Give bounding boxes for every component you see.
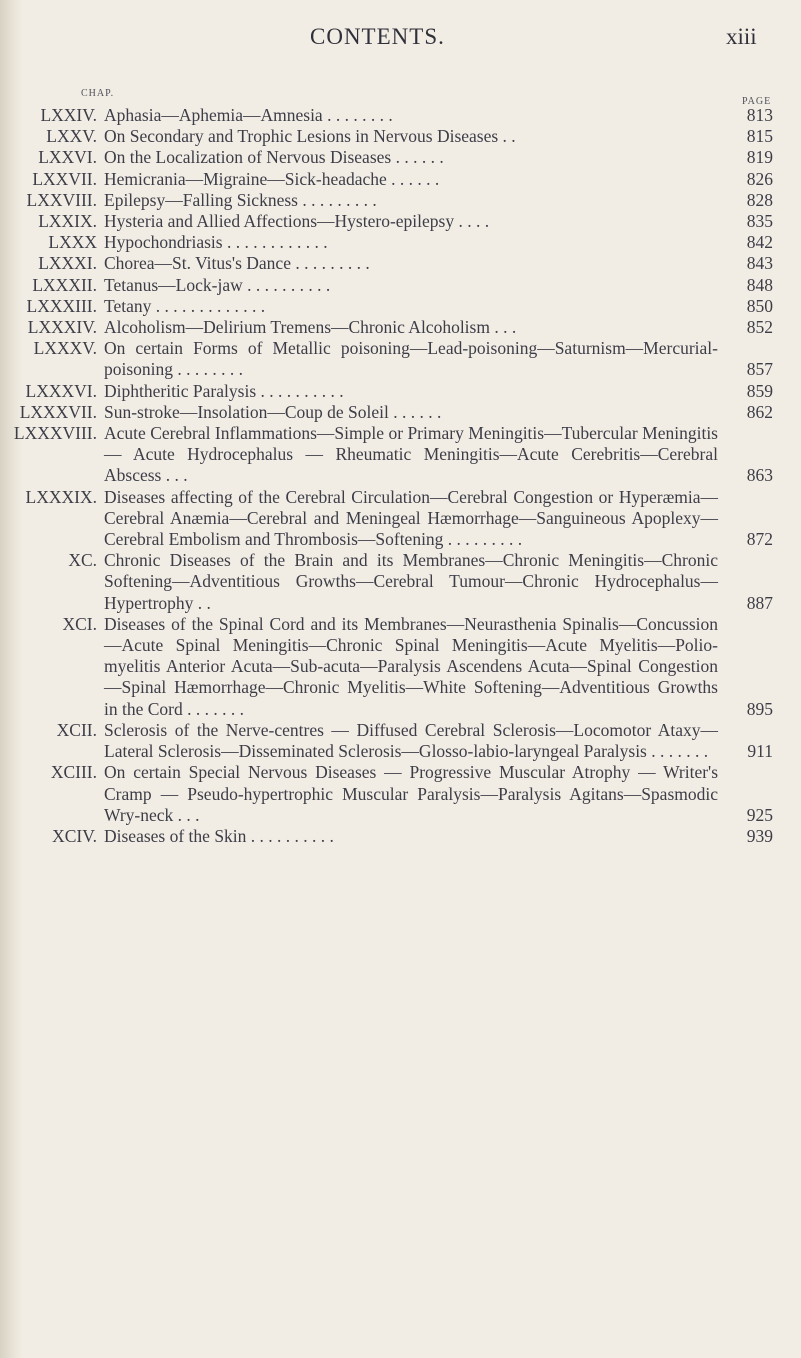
chapter-number: LXXIX. — [38, 211, 97, 232]
page-ref: 887 — [746, 592, 773, 613]
page-ref: 828 — [746, 189, 773, 210]
chapter-title: Epilepsy—Falling Sickness . . . . . . . . . — [104, 189, 377, 210]
chapter-title: Aphasia—Aphemia—Amnesia . . . . . . . . — [104, 105, 393, 125]
page-title: CONTENTS. — [310, 24, 445, 49]
chapter-title: On the Localization of Nervous Diseases . . . . . . — [104, 147, 444, 168]
chapter-number: XCIII. — [50, 762, 97, 783]
page-ref: 863 — [746, 465, 773, 486]
chapter-title: Diseases affecting of the Cerebral Circulation—Cerebral Congestion or Hyperæmia—Cerebral Anæmia—Cerebral and Meningeal Hæmorrhage—Sanguineous Apoplexy—Cerebral Embolism and Thrombosis—Softening . . . . . . . . . — [104, 486, 718, 550]
toc-entry — [0, 317, 801, 338]
toc-entry — [0, 296, 801, 317]
chapter-number: XCIV. — [52, 825, 97, 846]
chapter-number: LXXXIV. — [27, 317, 97, 338]
table-of-contents — [0, 105, 801, 847]
page-header — [0, 18, 801, 58]
page-ref: 859 — [746, 380, 773, 401]
chapter-number: XCI. — [62, 613, 97, 634]
chapter-title: Diseases of the Spinal Cord and its Membranes—Neurasthenia Spinalis—Concussion—Acute Spinal Meningitis—Chronic Spinal Meningitis—Acute Myelitis—Polio-myelitis Anterior Acuta—Sub-acuta—Paralysis Ascendens Acuta—Spinal Congestion—Spinal Hæmorrhage—Chronic Myelitis—White Softening—Adventitious Growths in the Cord . . . . . . . — [104, 613, 718, 719]
chapter-title: Chorea—St. Vitus's Dance . . . . . . . . . — [104, 253, 370, 274]
toc-entry — [0, 147, 801, 168]
chapter-title: Tetany . . . . . . . . . . . . . — [104, 295, 266, 316]
toc-entry — [0, 762, 801, 826]
toc-entry — [0, 614, 801, 720]
page-ref: 813 — [746, 105, 773, 125]
toc-entry — [0, 211, 801, 232]
chapter-title: On certain Special Nervous Diseases — Progressive Muscular Atrophy — Writer's Cramp — Pseudo-hypertrophic Muscular Paralysis—Paralysis Agitans—Spasmodic Wry-neck . . . — [104, 762, 718, 825]
toc-entry — [0, 338, 801, 380]
page-ref: 815 — [746, 126, 773, 147]
chapter-number: LXXXI. — [38, 253, 97, 274]
chapter-number: LXXX — [48, 232, 97, 253]
chapter-title: On Secondary and Trophic Lesions in Nervous Diseases . . — [104, 126, 516, 147]
toc-entry — [0, 487, 801, 551]
chap-label: CHAP. — [81, 88, 115, 99]
toc-entry — [0, 720, 801, 762]
chapter-number: LXXVIII. — [26, 189, 97, 210]
toc-entry — [0, 190, 801, 211]
chapter-title: Diseases of the Skin . . . . . . . . . . — [104, 825, 334, 846]
page-number: xiii — [726, 24, 757, 49]
toc-entry — [0, 253, 801, 274]
chapter-title: Sun-stroke—Insolation—Coup de Soleil . . . . . . — [104, 401, 442, 422]
chapter-number: XC. — [68, 550, 97, 571]
chapter-title: On certain Forms of Metallic poisoning—Lead-poisoning—Saturnism—Mercurial-poisoning . . . . . . . . — [104, 338, 718, 380]
chapter-number: LXXIV. — [40, 105, 97, 125]
chapter-title: Alcoholism—Delirium Tremens—Chronic Alcoholism . . . — [104, 317, 517, 338]
chapter-title: Diphtheritic Paralysis . . . . . . . . . . — [104, 380, 344, 401]
page-ref: 835 — [746, 211, 773, 232]
page-ref: 843 — [746, 253, 773, 274]
page-ref: 895 — [746, 698, 773, 719]
page-ref: 850 — [746, 295, 773, 316]
page-ref: 857 — [746, 359, 773, 380]
toc-entry — [0, 275, 801, 296]
page-ref: 939 — [746, 825, 773, 846]
column-labels — [0, 88, 801, 107]
page-ref: 842 — [746, 232, 773, 253]
chapter-number: LXXXII. — [32, 274, 97, 295]
page-ref: 852 — [746, 317, 773, 338]
toc-entry — [0, 402, 801, 423]
chapter-number: LXXXV. — [33, 338, 97, 359]
page-ref: 848 — [746, 274, 773, 295]
chapter-number: LXXXVIII. — [13, 423, 97, 444]
page-ref: 819 — [746, 147, 773, 168]
toc-entry — [0, 169, 801, 190]
page-ref: 826 — [746, 168, 773, 189]
toc-entry — [0, 423, 801, 487]
page-ref: 925 — [746, 804, 773, 825]
page-ref: 911 — [747, 741, 773, 762]
chapter-number: LXXXVI. — [25, 380, 97, 401]
chapter-number: LXXVI. — [38, 147, 97, 168]
chapter-number: LXXXVII. — [19, 401, 97, 422]
chapter-number: LXXXIII. — [26, 295, 97, 316]
chapter-title: Sclerosis of the Nerve-centres — Diffused Cerebral Sclerosis—Locomotor Ataxy—Lateral Sclerosis—Disseminated Sclerosis—Glosso-labio-laryngeal Paralysis . . . . . . . — [104, 719, 718, 762]
toc-entry — [0, 105, 801, 126]
toc-entry — [0, 126, 801, 147]
toc-entry — [0, 381, 801, 402]
chapter-title: Hemicrania—Migraine—Sick-headache . . . . . . — [104, 168, 440, 189]
chapter-title: Hysteria and Allied Affections—Hystero-epilepsy . . . . — [104, 211, 490, 232]
toc-entry — [0, 232, 801, 253]
chapter-title: Tetanus—Lock-jaw . . . . . . . . . . — [104, 274, 331, 295]
chapter-number: XCII. — [56, 719, 97, 740]
page-label: PAGE — [742, 96, 772, 107]
chapter-title: Chronic Diseases of the Brain and its Membranes—Chronic Meningitis—Chronic Softening—Adventitious Growths—Cerebral Tumour—Chronic Hydrocephalus—Hypertrophy . . — [104, 550, 718, 613]
page-ref: 862 — [746, 401, 773, 422]
chapter-title: Acute Cerebral Inflammations—Simple or Primary Meningitis—Tubercular Meningitis — Acute Hydrocephalus — Rheumatic Meningitis—Acute Cerebritis—Cerebral Abscess . . . — [104, 423, 718, 486]
chapter-number: LXXVII. — [32, 168, 97, 189]
chapter-title: Hypochondriasis . . . . . . . . . . . . — [104, 232, 328, 253]
page-ref: 872 — [746, 529, 773, 550]
chapter-number: LXXV. — [46, 126, 97, 147]
toc-entry — [0, 550, 801, 614]
toc-entry — [0, 826, 801, 847]
chapter-number: LXXXIX. — [25, 486, 97, 507]
